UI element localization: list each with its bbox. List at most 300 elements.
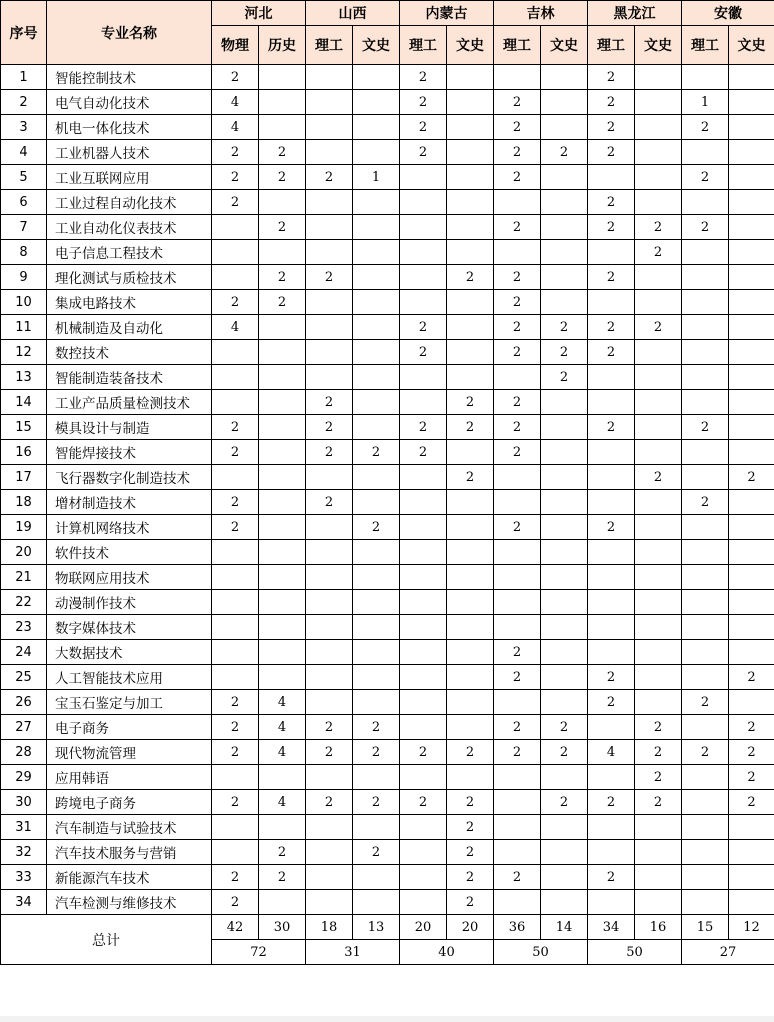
quota-cell <box>306 890 353 915</box>
quota-cell: 2 <box>588 65 635 90</box>
index-header: 序号 <box>1 1 47 65</box>
quota-cell <box>259 815 306 840</box>
quota-cell: 2 <box>541 715 588 740</box>
table-row <box>1 465 774 490</box>
major-name: 新能源汽车技术 <box>47 865 212 890</box>
quota-cell: 2 <box>494 315 541 340</box>
table-row <box>1 740 774 765</box>
quota-cell: 2 <box>494 740 541 765</box>
major-name: 工业自动化仪表技术 <box>47 215 212 240</box>
quota-cell <box>259 240 306 265</box>
quota-cell <box>400 215 447 240</box>
quota-cell: 2 <box>212 740 259 765</box>
row-index: 1 <box>1 65 47 90</box>
quota-cell <box>259 540 306 565</box>
quota-cell: 1 <box>682 90 729 115</box>
quota-cell <box>588 365 635 390</box>
quota-cell <box>400 490 447 515</box>
table-row <box>1 65 774 90</box>
quota-cell <box>729 440 774 465</box>
major-name: 工业过程自动化技术 <box>47 190 212 215</box>
quota-cell <box>682 715 729 740</box>
quota-cell <box>353 65 400 90</box>
quota-cell: 2 <box>729 715 774 740</box>
quota-cell <box>259 365 306 390</box>
totals-section <box>1 915 774 965</box>
row-index: 5 <box>1 165 47 190</box>
quota-cell <box>494 690 541 715</box>
quota-cell: 2 <box>635 240 682 265</box>
subject-header: 文史 <box>541 26 588 65</box>
quota-cell <box>682 840 729 865</box>
subject-total: 42 <box>212 915 259 940</box>
quota-cell: 2 <box>729 465 774 490</box>
quota-cell <box>729 290 774 315</box>
quota-cell: 2 <box>588 215 635 240</box>
quota-cell <box>259 315 306 340</box>
quota-cell: 2 <box>212 690 259 715</box>
quota-cell <box>729 315 774 340</box>
province-total: 72 <box>212 940 306 965</box>
major-name: 机电一体化技术 <box>47 115 212 140</box>
quota-cell: 4 <box>259 715 306 740</box>
quota-cell <box>447 590 494 615</box>
quota-cell <box>212 265 259 290</box>
quota-cell: 2 <box>494 215 541 240</box>
quota-cell <box>682 590 729 615</box>
row-index: 7 <box>1 215 47 240</box>
quota-cell <box>259 565 306 590</box>
row-index: 14 <box>1 390 47 415</box>
quota-cell <box>635 490 682 515</box>
table-row <box>1 590 774 615</box>
quota-cell: 2 <box>541 340 588 365</box>
quota-cell <box>353 365 400 390</box>
major-name: 工业机器人技术 <box>47 140 212 165</box>
quota-cell: 2 <box>400 790 447 815</box>
quota-cell: 2 <box>212 65 259 90</box>
quota-cell: 2 <box>447 465 494 490</box>
quota-cell <box>541 815 588 840</box>
quota-cell <box>353 590 400 615</box>
quota-cell <box>635 840 682 865</box>
quota-cell: 2 <box>494 665 541 690</box>
quota-cell: 2 <box>588 90 635 115</box>
subject-header: 理工 <box>682 26 729 65</box>
subject-header: 理工 <box>400 26 447 65</box>
province-header: 黑龙江 <box>588 1 682 26</box>
quota-cell <box>212 765 259 790</box>
province-total: 40 <box>400 940 494 965</box>
quota-cell <box>588 765 635 790</box>
quota-cell <box>635 865 682 890</box>
quota-cell <box>635 365 682 390</box>
row-index: 33 <box>1 865 47 890</box>
quota-cell: 2 <box>635 715 682 740</box>
quota-cell <box>494 365 541 390</box>
quota-cell <box>353 240 400 265</box>
row-index: 21 <box>1 565 47 590</box>
quota-cell <box>588 490 635 515</box>
quota-cell <box>447 115 494 140</box>
row-index: 29 <box>1 765 47 790</box>
quota-cell: 2 <box>447 790 494 815</box>
quota-cell <box>541 415 588 440</box>
quota-cell <box>212 365 259 390</box>
row-index: 3 <box>1 115 47 140</box>
major-name: 宝玉石鉴定与加工 <box>47 690 212 715</box>
quota-cell: 2 <box>494 640 541 665</box>
quota-cell <box>447 515 494 540</box>
quota-cell <box>447 440 494 465</box>
quota-cell <box>541 240 588 265</box>
quota-cell <box>588 390 635 415</box>
table-header <box>1 1 774 65</box>
quota-cell <box>729 615 774 640</box>
row-index: 20 <box>1 540 47 565</box>
quota-cell: 2 <box>353 740 400 765</box>
quota-cell: 2 <box>588 315 635 340</box>
quota-cell <box>494 490 541 515</box>
table-row <box>1 815 774 840</box>
quota-cell: 2 <box>306 490 353 515</box>
row-index: 34 <box>1 890 47 915</box>
quota-cell: 2 <box>447 265 494 290</box>
quota-cell: 2 <box>306 415 353 440</box>
quota-cell <box>635 140 682 165</box>
subject-total: 20 <box>400 915 447 940</box>
major-name: 动漫制作技术 <box>47 590 212 615</box>
quota-cell: 2 <box>400 90 447 115</box>
quota-cell: 2 <box>306 165 353 190</box>
major-name: 大数据技术 <box>47 640 212 665</box>
quota-cell: 2 <box>635 315 682 340</box>
quota-cell <box>494 840 541 865</box>
quota-cell <box>541 190 588 215</box>
quota-cell <box>400 840 447 865</box>
quota-cell <box>729 265 774 290</box>
quota-cell <box>447 240 494 265</box>
quota-cell <box>729 90 774 115</box>
quota-cell <box>353 890 400 915</box>
quota-cell: 4 <box>212 315 259 340</box>
province-total: 50 <box>494 940 588 965</box>
table-row <box>1 565 774 590</box>
row-index: 2 <box>1 90 47 115</box>
header-row-provinces <box>1 1 774 26</box>
quota-cell <box>400 865 447 890</box>
quota-cell <box>400 690 447 715</box>
quota-cell <box>400 265 447 290</box>
quota-cell: 2 <box>588 265 635 290</box>
quota-cell: 2 <box>353 790 400 815</box>
quota-cell: 2 <box>635 740 682 765</box>
quota-cell <box>212 390 259 415</box>
subject-total: 15 <box>682 915 729 940</box>
quota-cell: 2 <box>588 665 635 690</box>
quota-cell <box>729 365 774 390</box>
quota-cell <box>259 515 306 540</box>
major-name: 工业互联网应用 <box>47 165 212 190</box>
quota-cell <box>494 815 541 840</box>
major-name: 软件技术 <box>47 540 212 565</box>
quota-cell: 2 <box>447 815 494 840</box>
quota-cell: 2 <box>212 890 259 915</box>
quota-cell: 4 <box>259 790 306 815</box>
quota-cell <box>635 90 682 115</box>
table-row <box>1 515 774 540</box>
quota-cell <box>353 265 400 290</box>
subject-header: 理工 <box>588 26 635 65</box>
table-row <box>1 890 774 915</box>
table-row <box>1 390 774 415</box>
quota-cell <box>400 565 447 590</box>
quota-cell <box>729 390 774 415</box>
quota-cell: 4 <box>588 740 635 765</box>
quota-cell <box>212 665 259 690</box>
quota-cell <box>588 240 635 265</box>
quota-cell <box>259 65 306 90</box>
quota-cell <box>353 690 400 715</box>
quota-cell <box>635 415 682 440</box>
quota-cell: 2 <box>494 140 541 165</box>
quota-cell <box>400 515 447 540</box>
quota-cell <box>353 215 400 240</box>
quota-cell: 2 <box>494 165 541 190</box>
quota-cell <box>447 540 494 565</box>
quota-cell: 2 <box>541 740 588 765</box>
quota-cell <box>306 140 353 165</box>
quota-cell <box>447 140 494 165</box>
row-index: 13 <box>1 365 47 390</box>
quota-cell <box>729 890 774 915</box>
quota-cell <box>541 490 588 515</box>
row-index: 12 <box>1 340 47 365</box>
quota-cell <box>682 65 729 90</box>
quota-cell <box>588 540 635 565</box>
quota-cell <box>682 265 729 290</box>
table-row <box>1 715 774 740</box>
quota-cell <box>588 440 635 465</box>
quota-cell: 2 <box>729 665 774 690</box>
quota-cell <box>541 390 588 415</box>
major-name: 理化测试与质检技术 <box>47 265 212 290</box>
quota-cell <box>729 490 774 515</box>
quota-cell: 2 <box>447 390 494 415</box>
quota-cell <box>494 890 541 915</box>
quota-cell: 2 <box>212 715 259 740</box>
quota-cell: 2 <box>541 140 588 165</box>
quota-cell: 2 <box>400 415 447 440</box>
table-row <box>1 640 774 665</box>
quota-cell <box>212 840 259 865</box>
quota-cell <box>306 465 353 490</box>
quota-cell <box>400 365 447 390</box>
quota-cell: 2 <box>494 415 541 440</box>
quota-cell <box>494 790 541 815</box>
quota-cell: 2 <box>494 715 541 740</box>
quota-cell <box>447 565 494 590</box>
quota-cell <box>259 440 306 465</box>
quota-cell <box>588 290 635 315</box>
quota-cell <box>635 290 682 315</box>
quota-cell: 2 <box>212 865 259 890</box>
quota-cell <box>494 540 541 565</box>
table-row <box>1 690 774 715</box>
major-name: 应用韩语 <box>47 765 212 790</box>
quota-cell <box>682 290 729 315</box>
row-index: 15 <box>1 415 47 440</box>
quota-cell <box>729 240 774 265</box>
quota-cell <box>682 465 729 490</box>
quota-cell <box>682 440 729 465</box>
quota-cell: 2 <box>212 515 259 540</box>
table-row <box>1 290 774 315</box>
quota-cell <box>353 390 400 415</box>
quota-cell: 2 <box>682 165 729 190</box>
subject-total: 13 <box>353 915 400 940</box>
quota-cell <box>259 640 306 665</box>
quota-cell <box>306 515 353 540</box>
quota-cell: 2 <box>212 415 259 440</box>
quota-cell <box>259 340 306 365</box>
quota-cell <box>635 265 682 290</box>
table-row <box>1 365 774 390</box>
province-total: 31 <box>306 940 400 965</box>
quota-cell <box>400 665 447 690</box>
bottom-strip <box>0 1016 774 1022</box>
major-name: 集成电路技术 <box>47 290 212 315</box>
quota-cell <box>447 615 494 640</box>
quota-cell: 2 <box>212 165 259 190</box>
quota-cell <box>541 565 588 590</box>
quota-cell: 2 <box>494 515 541 540</box>
quota-cell <box>635 540 682 565</box>
subject-total: 16 <box>635 915 682 940</box>
quota-cell <box>729 865 774 890</box>
quota-cell <box>353 115 400 140</box>
quota-cell: 2 <box>447 840 494 865</box>
quota-cell: 2 <box>588 115 635 140</box>
quota-cell <box>447 665 494 690</box>
quota-cell <box>306 590 353 615</box>
quota-cell <box>400 165 447 190</box>
quota-cell <box>494 465 541 490</box>
major-name: 汽车技术服务与营销 <box>47 840 212 865</box>
subject-total: 34 <box>588 915 635 940</box>
quota-cell <box>541 765 588 790</box>
quota-cell <box>729 140 774 165</box>
row-index: 24 <box>1 640 47 665</box>
quota-cell <box>353 290 400 315</box>
quota-cell <box>212 615 259 640</box>
major-name: 增材制造技术 <box>47 490 212 515</box>
quota-cell <box>306 290 353 315</box>
quota-cell <box>353 340 400 365</box>
quota-cell: 2 <box>494 115 541 140</box>
quota-cell <box>541 840 588 865</box>
subject-total: 20 <box>447 915 494 940</box>
table-row <box>1 440 774 465</box>
major-name-header: 专业名称 <box>47 1 212 65</box>
quota-cell: 4 <box>212 115 259 140</box>
quota-cell <box>447 490 494 515</box>
quota-cell <box>447 90 494 115</box>
major-name: 电子商务 <box>47 715 212 740</box>
quota-cell <box>729 190 774 215</box>
quota-cell <box>541 115 588 140</box>
quota-cell <box>729 340 774 365</box>
quota-cell: 2 <box>212 290 259 315</box>
subject-total: 36 <box>494 915 541 940</box>
quota-cell: 2 <box>682 740 729 765</box>
quota-cell <box>729 165 774 190</box>
quota-cell <box>682 815 729 840</box>
quota-cell <box>729 640 774 665</box>
quota-cell: 2 <box>400 740 447 765</box>
quota-cell <box>447 190 494 215</box>
row-index: 23 <box>1 615 47 640</box>
quota-cell: 2 <box>306 790 353 815</box>
quota-cell: 2 <box>259 840 306 865</box>
subject-header: 文史 <box>729 26 774 65</box>
quota-cell <box>306 365 353 390</box>
quota-cell <box>259 765 306 790</box>
quota-cell <box>400 190 447 215</box>
quota-cell <box>541 865 588 890</box>
quota-cell: 2 <box>588 190 635 215</box>
quota-cell <box>494 615 541 640</box>
quota-cell: 2 <box>400 65 447 90</box>
row-index: 6 <box>1 190 47 215</box>
quota-cell: 2 <box>306 265 353 290</box>
quota-cell <box>682 790 729 815</box>
quota-cell <box>306 190 353 215</box>
quota-cell <box>494 190 541 215</box>
quota-cell <box>588 840 635 865</box>
major-name: 人工智能技术应用 <box>47 665 212 690</box>
quota-cell <box>353 865 400 890</box>
quota-cell <box>259 415 306 440</box>
quota-cell <box>353 615 400 640</box>
quota-cell: 2 <box>259 140 306 165</box>
quota-cell <box>682 340 729 365</box>
row-index: 8 <box>1 240 47 265</box>
quota-cell <box>353 765 400 790</box>
major-name: 智能焊接技术 <box>47 440 212 465</box>
quota-cell <box>541 665 588 690</box>
quota-cell <box>494 590 541 615</box>
quota-cell <box>541 590 588 615</box>
row-index: 30 <box>1 790 47 815</box>
quota-cell <box>541 890 588 915</box>
quota-cell: 2 <box>588 790 635 815</box>
quota-cell <box>635 665 682 690</box>
quota-cell <box>447 65 494 90</box>
subject-total: 14 <box>541 915 588 940</box>
table-row <box>1 340 774 365</box>
quota-cell <box>682 240 729 265</box>
quota-cell <box>541 65 588 90</box>
quota-cell <box>729 65 774 90</box>
row-index: 18 <box>1 490 47 515</box>
quota-cell: 2 <box>400 115 447 140</box>
table-row <box>1 665 774 690</box>
province-header: 河北 <box>212 1 306 26</box>
quota-cell: 2 <box>494 865 541 890</box>
subject-total: 30 <box>259 915 306 940</box>
quota-cell <box>541 165 588 190</box>
